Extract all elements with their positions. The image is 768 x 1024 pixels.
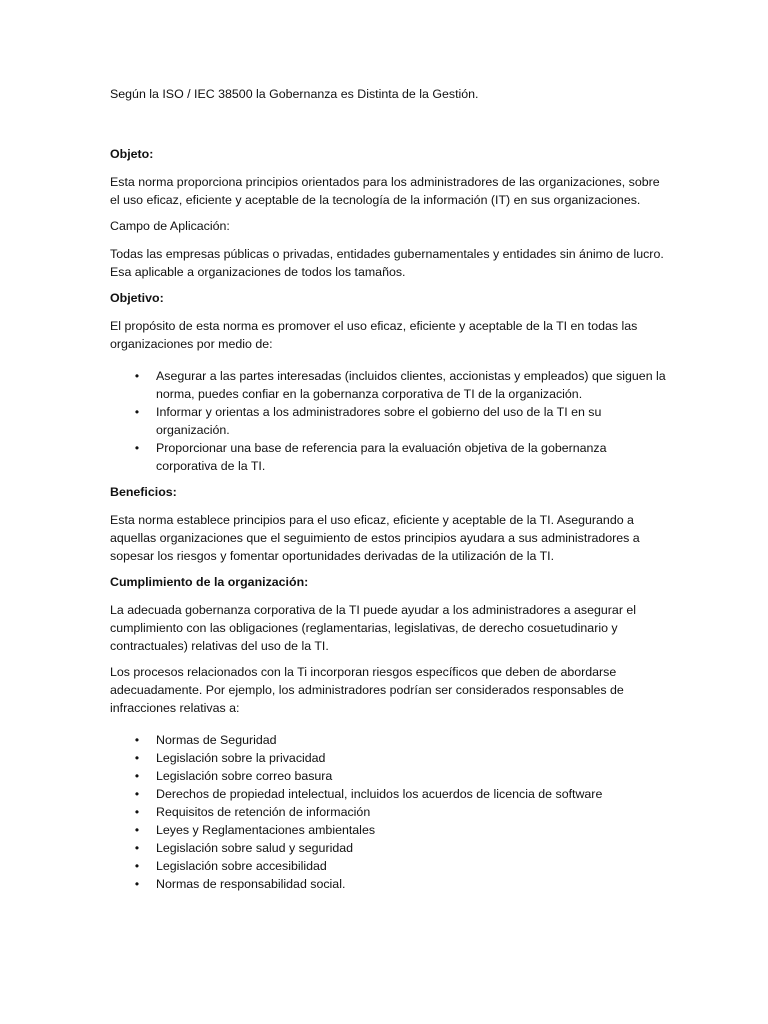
list-item <box>110 803 670 821</box>
list-item-text: Informar y orientas a los administradores sobre el gobierno del uso de la TI en su organización. <box>156 405 602 437</box>
list-item-text: Legislación sobre accesibilidad <box>156 859 327 873</box>
list-item-text: Legislación sobre correo basura <box>156 769 333 783</box>
bullet-icon: • <box>134 823 140 837</box>
bullet-icon: • <box>134 751 140 765</box>
bullet-icon: • <box>134 877 140 891</box>
beneficios-heading: Beneficios: <box>110 485 177 499</box>
list-item <box>110 767 670 785</box>
document-title: Según la ISO / IEC 38500 la Gobernanza es Distinta de la Gestión. <box>110 87 479 101</box>
list-item <box>110 439 670 475</box>
list-item <box>110 839 670 857</box>
bullet-icon: • <box>134 841 140 855</box>
list-item <box>110 749 670 767</box>
beneficios-paragraph: Esta norma establece principios para el uso eficaz, eficiente y aceptable de la TI. Asegurando a aquellas organizaciones que el seguimiento de estos principios ayudara a sus administradores a sopesar los riesgos y fomentar oportunidades derivadas de la utilización de la TI. <box>110 513 640 563</box>
campo-paragraph: Todas las empresas públicas o privadas, entidades gubernamentales y entidades sin ánimo de lucro. Esa aplicable a organizaciones de todos los tamaños. <box>110 247 664 279</box>
list-item-text: Legislación sobre la privacidad <box>156 751 326 765</box>
objetivo-heading: Objetivo: <box>110 291 164 305</box>
list-item <box>110 821 670 839</box>
list-item-text: Proporcionar una base de referencia para la evaluación objetiva de la gobernanza corporativa de la TI. <box>156 441 607 473</box>
bullet-icon: • <box>134 805 140 819</box>
objetivo-paragraph: El propósito de esta norma es promover el uso eficaz, eficiente y aceptable de la TI en todas las organizaciones por medio de: <box>110 319 638 351</box>
list-item-text: Normas de responsabilidad social. <box>156 877 346 891</box>
list-item-text: Requisitos de retención de información <box>156 805 371 819</box>
list-item <box>110 857 670 875</box>
infracciones-bullet-list <box>110 731 670 893</box>
cumplimiento-heading: Cumplimiento de la organización: <box>110 575 309 589</box>
document-body <box>110 85 670 901</box>
list-item <box>110 731 670 749</box>
bullet-icon: • <box>134 769 140 783</box>
objeto-paragraph: Esta norma proporciona principios orientados para los administradores de las organizaciones, sobre el uso eficaz, eficiente y aceptable de la tecnología de la información (IT) en sus organizaciones. <box>110 175 660 207</box>
list-item-text: Normas de Seguridad <box>156 733 277 747</box>
list-item <box>110 403 670 439</box>
list-item-text: Asegurar a las partes interesadas (incluidos clientes, accionistas y empleados) que siguen la norma, puedes confiar en la gobernanza corporativa de TI de la organización. <box>156 369 666 401</box>
cumplimiento-paragraph-1: La adecuada gobernanza corporativa de la TI puede ayudar a los administradores a asegurar el cumplimiento con las obligaciones (reglamentarias, legislativas, de derecho cosuetudinario y contractuales) relativas del uso de la TI. <box>110 603 637 653</box>
list-item <box>110 367 670 403</box>
bullet-icon: • <box>134 369 140 383</box>
bullet-icon: • <box>134 441 140 455</box>
objetivo-bullet-list <box>110 367 670 475</box>
cumplimiento-paragraph-2: Los procesos relacionados con la Ti incorporan riesgos específicos que deben de abordarse adecuadamente. Por ejemplo, los administradores podrían ser considerados responsables de infracciones relativas a: <box>110 665 624 715</box>
objeto-heading: Objeto: <box>110 147 154 161</box>
list-item <box>110 785 670 803</box>
list-item <box>110 875 670 893</box>
bullet-icon: • <box>134 405 140 419</box>
list-item-text: Leyes y Reglamentaciones ambientales <box>156 823 376 837</box>
bullet-icon: • <box>134 733 140 747</box>
list-item-text: Legislación sobre salud y seguridad <box>156 841 353 855</box>
list-item-text: Derechos de propiedad intelectual, incluidos los acuerdos de licencia de software <box>156 787 603 801</box>
bullet-icon: • <box>134 859 140 873</box>
bullet-icon: • <box>134 787 140 801</box>
campo-heading: Campo de Aplicación: <box>110 219 230 233</box>
